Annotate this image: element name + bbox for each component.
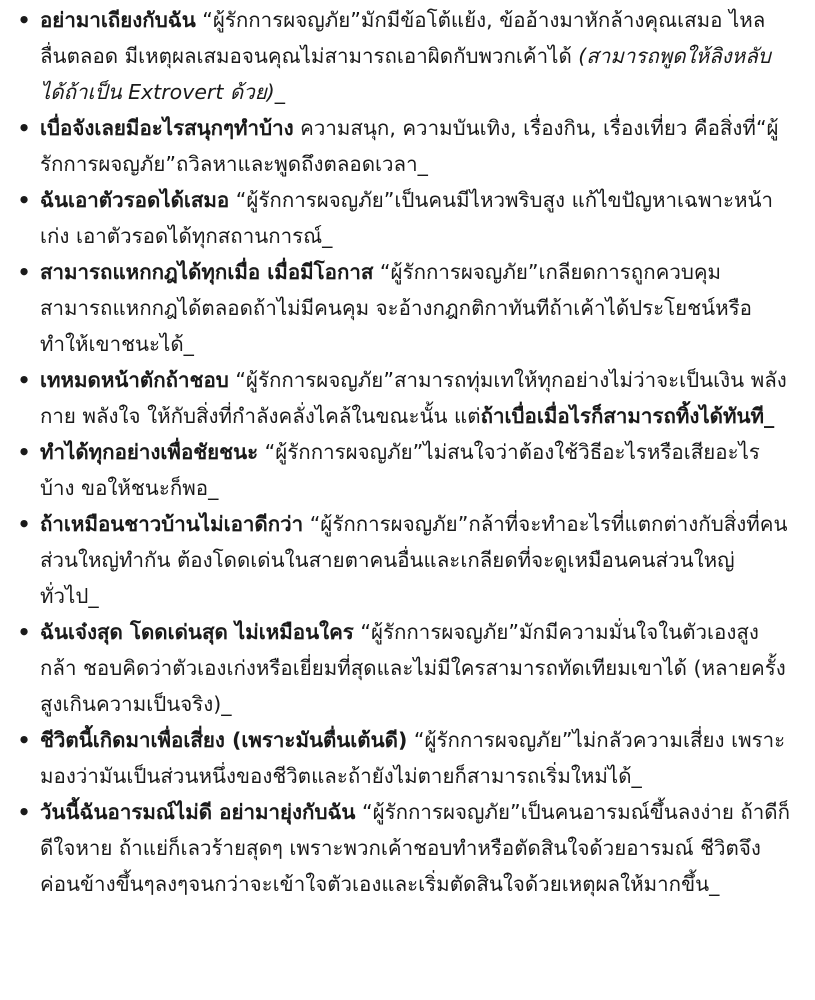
item-heading: เบื่อจังเลยมีอะไรสนุกๆทำบ้าง bbox=[40, 116, 294, 140]
item-body: “ผู้รักการผจญภัย”ไม่สนใจว่าต้องใช้วิธีอะไรหรือเสียอะไรบ้าง ขอให้ชนะก็พอ_ bbox=[40, 440, 760, 500]
item-body: “ผู้รักการผจญภัย”กล้าที่จะทำอะไรที่แตกต่างกับสิ่งที่คนส่วนใหญ่ทำกัน ต้องโดดเด่นในสายตาคนอื่นและเกลียดที่จะดูเหมือนคนส่วนใหญ่ทั่วไป_ bbox=[40, 512, 788, 608]
list-item bbox=[8, 794, 791, 902]
item-heading: เทหมดหน้าตักถ้าชอบ bbox=[40, 368, 229, 392]
bullet-icon: • bbox=[17, 800, 31, 824]
list-item bbox=[8, 434, 791, 506]
bullet-icon: • bbox=[17, 440, 31, 464]
list-item bbox=[8, 722, 791, 794]
item-body: “ผู้รักการผจญภัย”เกลียดการถูกควบคุม สามารถแหกกฎได้ตลอดถ้าไม่มีคนคุม จะอ้างกฎกติกาทันทีถ้าเค้าได้ประโยชน์หรือทำให้เขาชนะได้_ bbox=[40, 260, 752, 356]
bullet-list bbox=[8, 2, 791, 902]
bullet-icon: • bbox=[17, 116, 31, 140]
bullet-icon: • bbox=[17, 512, 31, 536]
bullet-icon: • bbox=[17, 728, 31, 752]
item-heading: ฉันเอาตัวรอดได้เสมอ bbox=[40, 188, 230, 212]
item-tail: _ bbox=[274, 80, 285, 104]
list-item bbox=[8, 254, 791, 362]
item-italic-note: (สามารถพูดให้ลิงหลับได้ถ้าเป็น Extrovert ด้วย) bbox=[40, 44, 771, 104]
item-heading: ทำได้ทุกอย่างเพื่อชัยชนะ bbox=[40, 440, 259, 464]
list-item bbox=[8, 2, 791, 110]
item-body: “ผู้รักการผจญภัย”เป็นคนอารมณ์ขึ้นลงง่าย ถ้าดีก็ดีใจหาย ถ้าแย่ก็เลวร้ายสุดๆ เพราะพวกเค้าชอบทำหรือตัดสินใจด้วยอารมณ์ ชีวิตจึงค่อนข้างขึ้นๆลงๆจนกว่าจะเข้าใจตัวเองและเริ่มตัดสินใจด้วยเหตุผลให้มากขึ้น_ bbox=[40, 800, 791, 896]
item-heading: อย่ามาเถียงกับฉัน bbox=[40, 8, 196, 32]
list-item bbox=[8, 110, 791, 182]
list-item bbox=[8, 506, 791, 614]
item-body: “ผู้รักการผจญภัย”เป็นคนมีไหวพริบสูง แก้ไขปัญหาเฉพาะหน้าเก่ง เอาตัวรอดได้ทุกสถานการณ์_ bbox=[40, 188, 774, 248]
item-body: “ผู้รักการผจญภัย”มักมีข้อโต้แย้ง, ข้ออ้างมาหักล้างคุณเสมอ ไหลลื่นตลอด มีเหตุผลเสมอจนคุณไม่สามารถเอาผิดกับพวกเค้าได้ bbox=[40, 8, 766, 68]
bullet-icon: • bbox=[17, 8, 31, 32]
bullet-icon: • bbox=[17, 368, 31, 392]
item-heading: ฉันเจ๋งสุด โดดเด่นสุด ไม่เหมือนใคร bbox=[40, 620, 354, 644]
list-item bbox=[8, 614, 791, 722]
item-body: ความสนุก, ความบันเทิง, เรื่องกิน, เรื่องเที่ยว คือสิ่งที่“ผู้รักการผจญภัย”ถวิลหาและพูดถึงตลอดเวลา_ bbox=[40, 116, 779, 176]
item-heading: ถ้าเหมือนชาวบ้านไม่เอาดีกว่า bbox=[40, 512, 304, 536]
item-bold-tail: ถ้าเบื่อเมื่อไรก็สามารถทิ้งได้ทันที_ bbox=[480, 404, 775, 428]
list-item bbox=[8, 182, 791, 254]
bullet-icon: • bbox=[17, 188, 31, 212]
bullet-icon: • bbox=[17, 260, 31, 284]
bullet-icon: • bbox=[17, 620, 31, 644]
item-body: “ผู้รักการผจญภัย”ไม่กลัวความเสี่ยง เพราะมองว่ามันเป็นส่วนหนึ่งของชีวิตและถ้ายังไม่ตายก็สามารถเริ่มใหม่ได้_ bbox=[40, 728, 786, 788]
list-item bbox=[8, 362, 791, 434]
item-heading: สามารถแหกกฎได้ทุกเมื่อ เมื่อมีโอกาส bbox=[40, 260, 374, 284]
item-body: “ผู้รักการผจญภัย”สามารถทุ่มเทให้ทุกอย่างไม่ว่าจะเป็นเงิน พลังกาย พลังใจ ให้กับสิ่งที่กำลังคลั่งไคล้ในขณะนั้น แต่ bbox=[40, 368, 787, 428]
item-body: “ผู้รักการผจญภัย”มักมีความมั่นใจในตัวเองสูง กล้า ชอบคิดว่าตัวเองเก่งหรือเยี่ยมที่สุดและไม่มีใครสามารถทัดเทียมเขาได้ (หลายครั้งสูงเกินความเป็นจริง)_ bbox=[40, 620, 786, 716]
item-heading: วันนี้ฉันอารมณ์ไม่ดี อย่ามายุ่งกับฉัน bbox=[40, 800, 356, 824]
item-heading: ชีวิตนี้เกิดมาเพื่อเสี่ยง (เพราะมันตื่นเต้นดี) bbox=[40, 728, 408, 752]
